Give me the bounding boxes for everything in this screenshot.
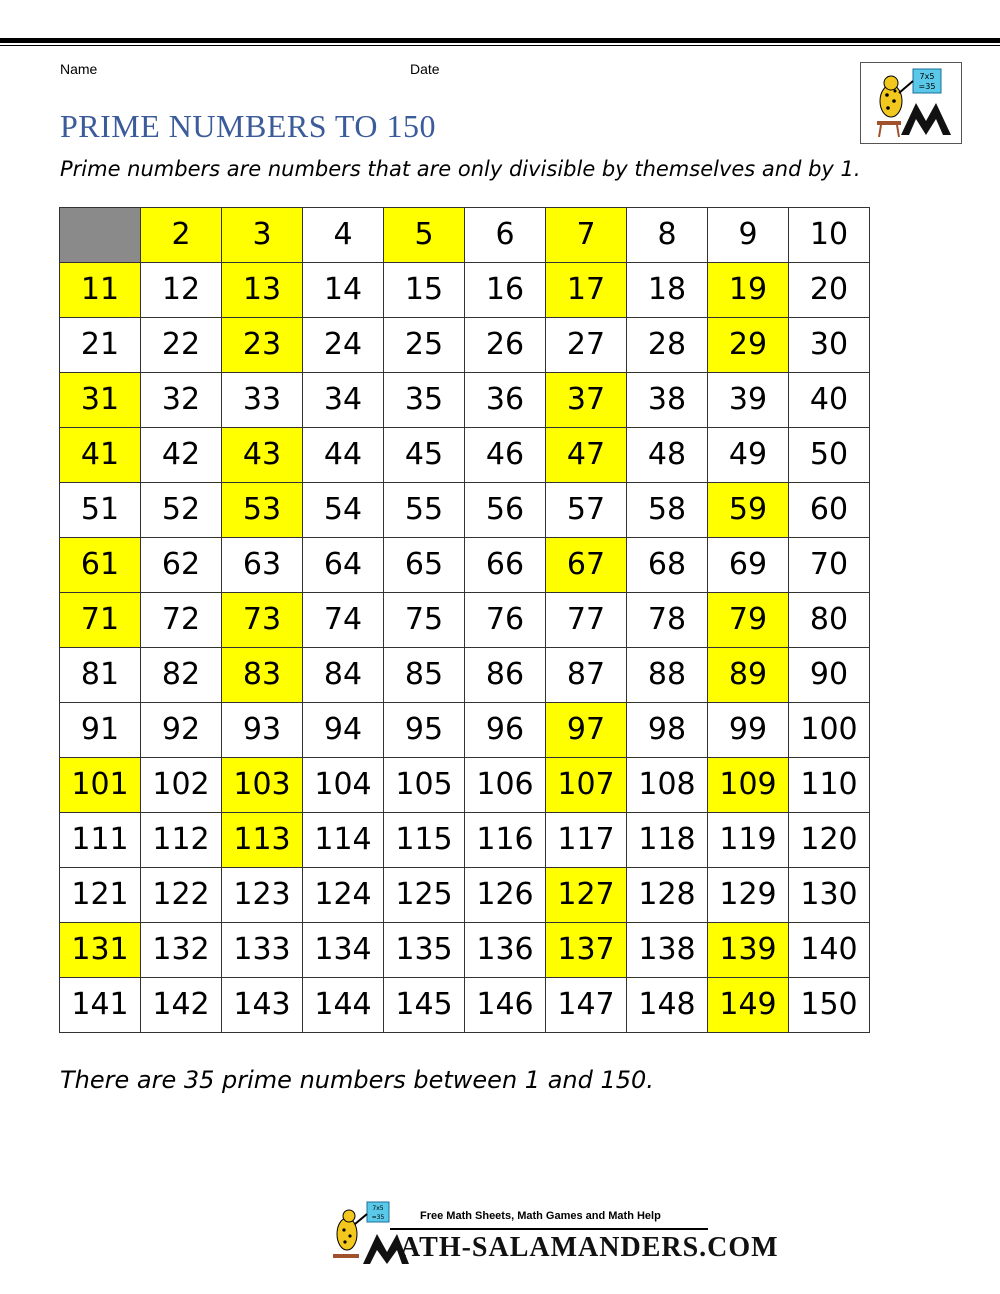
grid-cell-prime: 71 (60, 593, 141, 648)
salamander-logo (860, 62, 962, 144)
grid-cell: 84 (303, 648, 384, 703)
subtitle: Prime numbers are numbers that are only divisible by themselves and by 1. (60, 157, 861, 181)
grid-cell: 98 (627, 703, 708, 758)
grid-row (60, 538, 870, 593)
grid-cell: 21 (60, 318, 141, 373)
grid-cell: 142 (141, 978, 222, 1033)
grid-cell-prime: 127 (546, 868, 627, 923)
grid-row (60, 758, 870, 813)
grid-cell: 55 (384, 483, 465, 538)
grid-cell: 87 (546, 648, 627, 703)
grid-cell-prime: 149 (708, 978, 789, 1033)
grid-cell: 60 (789, 483, 870, 538)
grid-cell: 40 (789, 373, 870, 428)
grid-cell: 126 (465, 868, 546, 923)
grid-cell: 140 (789, 923, 870, 978)
grid-cell: 74 (303, 593, 384, 648)
grid-row (60, 318, 870, 373)
grid-cell: 138 (627, 923, 708, 978)
grid-cell: 33 (222, 373, 303, 428)
grid-cell: 125 (384, 868, 465, 923)
grid-cell: 121 (60, 868, 141, 923)
grid-cell: 68 (627, 538, 708, 593)
logo-text-top: 7x5 (919, 72, 935, 81)
grid-cell: 145 (384, 978, 465, 1033)
grid-cell-prime: 19 (708, 263, 789, 318)
grid-cell-prime: 103 (222, 758, 303, 813)
grid-cell: 72 (141, 593, 222, 648)
top-rule-thin (0, 45, 1000, 46)
grid-cell: 100 (789, 703, 870, 758)
grid-cell-prime: 13 (222, 263, 303, 318)
grid-cell: 132 (141, 923, 222, 978)
grid-cell-blank (60, 208, 141, 263)
grid-cell: 10 (789, 208, 870, 263)
grid-row (60, 703, 870, 758)
grid-cell-prime: 113 (222, 813, 303, 868)
grid-cell-prime: 131 (60, 923, 141, 978)
salamander-logo-icon (861, 63, 961, 143)
grid-cell: 86 (465, 648, 546, 703)
grid-cell: 110 (789, 758, 870, 813)
grid-cell: 16 (465, 263, 546, 318)
grid-row (60, 593, 870, 648)
tagline: Free Math Sheets, Math Games and Math Help (420, 1210, 661, 1222)
grid-cell: 136 (465, 923, 546, 978)
grid-cell: 28 (627, 318, 708, 373)
grid-cell: 90 (789, 648, 870, 703)
bottom-logo-text-bottom: =35 (371, 1214, 385, 1221)
grid-cell-prime: 107 (546, 758, 627, 813)
page-title: PRIME NUMBERS TO 150 (60, 108, 436, 144)
grid-cell: 75 (384, 593, 465, 648)
tagline-rule (390, 1228, 708, 1230)
grid-cell: 78 (627, 593, 708, 648)
grid-cell: 76 (465, 593, 546, 648)
grid-row (60, 648, 870, 703)
grid-cell-prime: 43 (222, 428, 303, 483)
grid-cell-prime: 2 (141, 208, 222, 263)
grid-cell: 95 (384, 703, 465, 758)
grid-row (60, 373, 870, 428)
grid-cell: 20 (789, 263, 870, 318)
grid-cell: 119 (708, 813, 789, 868)
grid-cell: 48 (627, 428, 708, 483)
grid-cell: 35 (384, 373, 465, 428)
footer-note: There are 35 prime numbers between 1 and 150. (60, 1066, 654, 1094)
grid-cell: 96 (465, 703, 546, 758)
grid-cell-prime: 97 (546, 703, 627, 758)
grid-row (60, 483, 870, 538)
grid-cell: 91 (60, 703, 141, 758)
grid-cell-prime: 37 (546, 373, 627, 428)
grid-cell: 104 (303, 758, 384, 813)
grid-cell-prime: 29 (708, 318, 789, 373)
grid-cell: 99 (708, 703, 789, 758)
grid-cell: 116 (465, 813, 546, 868)
grid-cell: 144 (303, 978, 384, 1033)
grid-cell-prime: 67 (546, 538, 627, 593)
grid-cell: 105 (384, 758, 465, 813)
grid-cell: 77 (546, 593, 627, 648)
grid-cell: 63 (222, 538, 303, 593)
grid-cell: 8 (627, 208, 708, 263)
grid-row (60, 868, 870, 923)
name-label: Name (60, 61, 98, 77)
grid-cell: 124 (303, 868, 384, 923)
grid-cell-prime: 139 (708, 923, 789, 978)
grid-cell: 135 (384, 923, 465, 978)
grid-cell-prime: 3 (222, 208, 303, 263)
grid-cell: 38 (627, 373, 708, 428)
site-name: ATH-SALAMANDERS.COM (400, 1232, 779, 1263)
grid-cell: 111 (60, 813, 141, 868)
grid-cell: 85 (384, 648, 465, 703)
grid-cell: 64 (303, 538, 384, 593)
grid-row (60, 813, 870, 868)
grid-cell: 122 (141, 868, 222, 923)
grid-row (60, 263, 870, 318)
grid-cell: 49 (708, 428, 789, 483)
grid-cell: 118 (627, 813, 708, 868)
grid-cell: 112 (141, 813, 222, 868)
grid-cell: 9 (708, 208, 789, 263)
grid-cell: 65 (384, 538, 465, 593)
grid-cell: 82 (141, 648, 222, 703)
grid-cell: 4 (303, 208, 384, 263)
grid-cell: 106 (465, 758, 546, 813)
grid-cell: 36 (465, 373, 546, 428)
grid-cell: 32 (141, 373, 222, 428)
grid-cell: 12 (141, 263, 222, 318)
grid-cell: 45 (384, 428, 465, 483)
grid-cell: 24 (303, 318, 384, 373)
grid-cell: 114 (303, 813, 384, 868)
grid-cell: 92 (141, 703, 222, 758)
bottom-logo-text-top: 7x5 (372, 1205, 384, 1212)
prime-grid (59, 207, 870, 1033)
grid-cell: 58 (627, 483, 708, 538)
grid-cell: 69 (708, 538, 789, 593)
grid-cell: 22 (141, 318, 222, 373)
grid-cell-prime: 59 (708, 483, 789, 538)
grid-cell: 18 (627, 263, 708, 318)
grid-cell: 34 (303, 373, 384, 428)
date-label: Date (410, 61, 440, 77)
grid-cell: 66 (465, 538, 546, 593)
grid-cell: 51 (60, 483, 141, 538)
grid-cell-prime: 11 (60, 263, 141, 318)
grid-cell: 108 (627, 758, 708, 813)
grid-cell-prime: 41 (60, 428, 141, 483)
grid-cell: 81 (60, 648, 141, 703)
grid-cell-prime: 73 (222, 593, 303, 648)
grid-cell-prime: 79 (708, 593, 789, 648)
grid-cell-prime: 47 (546, 428, 627, 483)
grid-cell-prime: 31 (60, 373, 141, 428)
grid-row (60, 208, 870, 263)
grid-cell: 123 (222, 868, 303, 923)
grid-cell: 94 (303, 703, 384, 758)
grid-cell: 56 (465, 483, 546, 538)
grid-cell: 6 (465, 208, 546, 263)
grid-cell-prime: 23 (222, 318, 303, 373)
grid-cell: 70 (789, 538, 870, 593)
grid-cell: 15 (384, 263, 465, 318)
grid-cell-prime: 53 (222, 483, 303, 538)
grid-cell-prime: 61 (60, 538, 141, 593)
logo-text-bottom: =35 (918, 82, 936, 91)
grid-row (60, 978, 870, 1033)
grid-cell: 148 (627, 978, 708, 1033)
grid-cell: 80 (789, 593, 870, 648)
top-rule (0, 38, 1000, 43)
grid-row (60, 428, 870, 483)
grid-cell: 42 (141, 428, 222, 483)
grid-cell: 115 (384, 813, 465, 868)
grid-cell: 27 (546, 318, 627, 373)
grid-cell-prime: 83 (222, 648, 303, 703)
grid-cell-prime: 137 (546, 923, 627, 978)
grid-cell: 93 (222, 703, 303, 758)
grid-cell: 128 (627, 868, 708, 923)
grid-cell-prime: 7 (546, 208, 627, 263)
grid-cell: 62 (141, 538, 222, 593)
grid-row (60, 923, 870, 978)
grid-cell: 129 (708, 868, 789, 923)
grid-cell: 88 (627, 648, 708, 703)
grid-cell: 25 (384, 318, 465, 373)
grid-cell: 146 (465, 978, 546, 1033)
grid-cell: 57 (546, 483, 627, 538)
grid-cell: 134 (303, 923, 384, 978)
grid-cell: 50 (789, 428, 870, 483)
grid-cell: 133 (222, 923, 303, 978)
grid-cell: 143 (222, 978, 303, 1033)
grid-cell: 44 (303, 428, 384, 483)
grid-cell: 117 (546, 813, 627, 868)
grid-cell: 130 (789, 868, 870, 923)
grid-cell: 54 (303, 483, 384, 538)
grid-cell: 147 (546, 978, 627, 1033)
grid-cell: 150 (789, 978, 870, 1033)
grid-cell: 52 (141, 483, 222, 538)
grid-cell: 14 (303, 263, 384, 318)
grid-cell-prime: 109 (708, 758, 789, 813)
grid-cell: 30 (789, 318, 870, 373)
grid-cell: 39 (708, 373, 789, 428)
grid-cell: 102 (141, 758, 222, 813)
grid-cell-prime: 17 (546, 263, 627, 318)
grid-cell-prime: 89 (708, 648, 789, 703)
grid-cell-prime: 101 (60, 758, 141, 813)
grid-cell: 120 (789, 813, 870, 868)
grid-cell: 141 (60, 978, 141, 1033)
grid-cell: 46 (465, 428, 546, 483)
grid-cell-prime: 5 (384, 208, 465, 263)
grid-cell: 26 (465, 318, 546, 373)
